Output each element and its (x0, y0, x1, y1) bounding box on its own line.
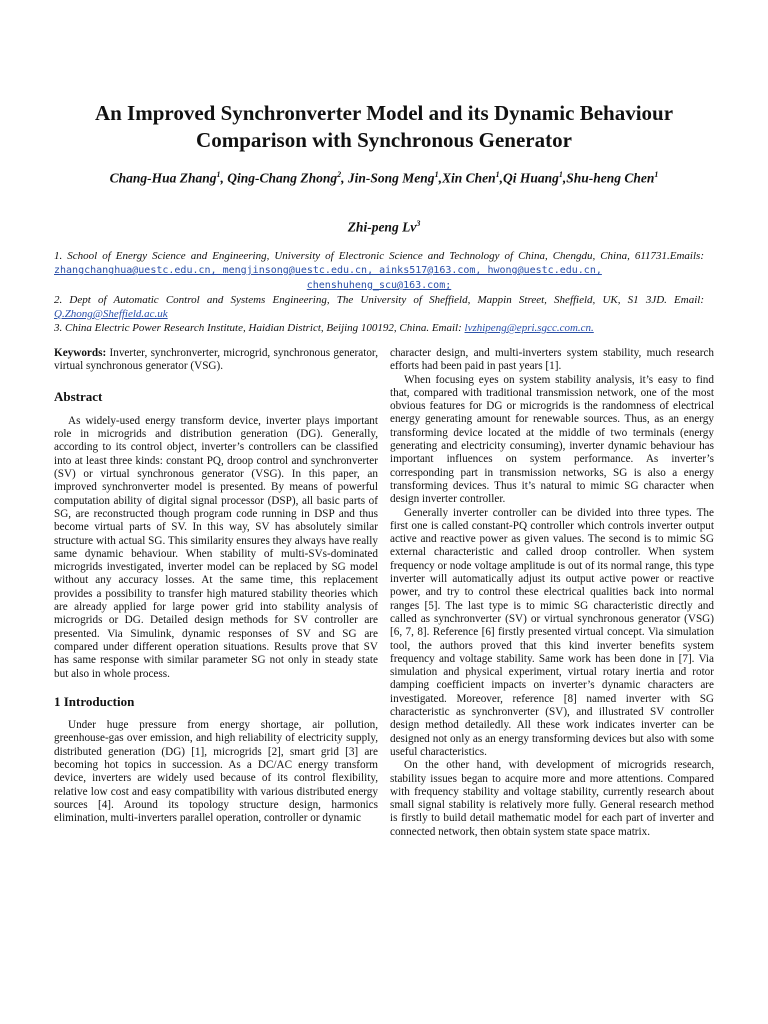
affiliation-2 (54, 293, 704, 321)
affiliation-2-text: 2. Dept of Automatic Control and Systems Engineering, The University of Sheffield, Mappin Street, Sheffield, UK, S1 3JD. Email: (54, 294, 704, 306)
paper-title (40, 100, 728, 154)
keywords-text: Inverter, synchronverter, microgrid, synchronous generator, virtual synchronous generator (VSG). (54, 347, 378, 373)
affiliation-2-email[interactable]: Q.Zhong@Sheffield.ac.uk (54, 308, 168, 320)
author-list: Chang-Hua Zhang$^1$, Qing-Chang Zhong$^2$, Jin-Song Meng$^1$,Xin Chen$^1$,Qi Huang$^1$,Shu-heng Chen$^1$ (109, 170, 659, 186)
right-column (390, 347, 714, 839)
body-paragraph: character design, and multi-inverters system stability, much research efforts had been paid in past years [1]. (390, 347, 714, 373)
author-name: Chang-Hua Zhang (109, 170, 217, 186)
affiliation-1-text: 1. School of Energy Science and Engineering, University of Electronic Science and Technology of China, Chengdu, China, 611731.Emails: (54, 250, 704, 262)
body-paragraph: When focusing eyes on system stability analysis, it’s easy to find that, compared with traditional transmission network, one of the most obvious features for DG or microgrids is the randomness of electrical energy generating amount for renewable sources. Thus, as an energy transforming device located at the middle of two terminals (energy generating and electricity consuming), inverter dynamic behaviour has important influences on system performance. As inverter’s corresponding part in transmission networks, SG is also a energy transforming devices. Thus it’s natural to mimic SG character when design inverter controller. (390, 373, 714, 506)
author-name: Qing-Chang Zhong (227, 170, 338, 186)
body-paragraph: On the other hand, with development of microgrids research, stability issues began to acquire more and more attentions. Compared with frequency stability and voltage stability, currently research about small signal stability is relatively more fully. General research method is firstly to build detail mathematic model for each part of inverter and connected network, then obtain system state space matrix. (390, 759, 714, 838)
keywords-label: Keywords: (54, 347, 107, 359)
author-last (20, 219, 748, 236)
author-name: Qi Huang (502, 170, 559, 186)
author-name: Zhi-peng Lv (347, 219, 417, 235)
affiliation-1-emails-2[interactable]: chenshuheng_scu@163.com; (306, 280, 452, 291)
title-line-2: Comparison with Synchronous Generator (196, 128, 572, 152)
keywords (54, 347, 378, 374)
affiliation-3-text: 3. China Electric Power Research Institute, Haidian District, Beijing 100192, China. Email: (54, 322, 465, 334)
affiliation-1 (54, 249, 704, 293)
affiliation-1-emails[interactable]: zhangchanghua@uestc.edu.cn, mengjinsong@uestc.edu.cn, ainks517@163.com, hwong@uestc.edu.cn, (54, 265, 602, 276)
intro-text: Under huge pressure from energy shortage, air pollution, greenhouse-gas over emission, and high reliability of electricity supply, distributed generation (DG) [1], microgrids [2], smart grid [3] are becoming hot topics in succession. As a DC/AC energy transform device, inverters are widely used because of its control flexibility, relative low cost and easy compatibility with various distributed energy sources [4]. Around its topology structure design, harmonics elimination, multi-inverters parallel operation, controller or dynamic (54, 719, 378, 825)
author-sup: 1 (654, 170, 659, 179)
author-sup: 1 (558, 170, 563, 179)
author-name: Jin-Song Meng (347, 170, 435, 186)
abstract-heading: Abstract (54, 388, 103, 404)
left-column (54, 347, 378, 826)
affiliation-3-email[interactable]: lvzhipeng@epri.sgcc.com.cn. (464, 322, 594, 334)
abstract-text: As widely-used energy transform device, inverter plays important role in microgrids and distribution generation (DG). Generally, according to its control object, inverter’s controllers can be classified into at least three kinds: constant PQ, droop control and synchronverter (SV) or virtual synchronous generator (VSG). In this paper, an improved synchronverter model is presented. By means of powerful computation ability of digital signal processor (DSP), all basic parts of SG, are reconstructed though program code running in DSP and thus become virtual parts of SV. In this way, SV has absolutely similar structure with actual SG. This similarity ensures they always have really same dynamic behaviour. When stability of multi-SVs-dominated microgrids investigated, inverter model can be replaced by SG model without any accuracy losses. At the same time, this replacement provides a possibility to transfer high matured stability theories which are already applied for large power grid into stability analysis of microgrids or DG. Detailed design methods for SV controller are presented. Via Simulink, dynamic responses of SV and SG are compared under different operation situations. Results prove that SV has same response with similar parameter SG not only in steady state but also in whole process. (54, 414, 378, 680)
title-line-1: An Improved Synchronverter Model and its Dynamic Behaviour (94, 101, 674, 125)
author-sup: 2 (337, 170, 342, 179)
author-name: Xin Chen (441, 170, 496, 186)
affiliation-3 (54, 321, 704, 335)
author-sup: 1 (434, 170, 439, 179)
author-sup: 1 (495, 170, 500, 179)
intro-heading: 1 Introduction (54, 693, 135, 709)
author-name: Shu-heng Chen (566, 170, 655, 186)
author-sup: 1 (216, 170, 221, 179)
author-sup: 3 (416, 219, 421, 228)
body-paragraph: Generally inverter controller can be divided into three types. The first one is called constant-PQ controller which controls inverter output active and reactive power as given values. The second is to mimic SG external characteristic and called droop controller. When system frequency or node voltage amplitude is out of its normal range, this type inverter will automatically adjust its output active power or reactive power, and try to control these electrical qualities back into normal ranges [5]. The last type is to mimic SG characteristic directly and called as synchronverter (SV) or virtual synchronous generator (VSG) [6, 7, 8]. Reference [6] firstly presented virtual concept. Via simulation tool, the authors proved that this kind inverter benefits system frequency and voltage stability. Same work has been done in [7]. Via simulation and physical experiment, virtual rotary inertia and rotor damping coefficient impacts on inverter’s dynamic characters are investigated. Moreover, reference [8] named inverter with SG characteristic as synchronverter (SV), and illustrated SV controller design method detailedly. All these work indicates inverter can be designed not only as an energy transforming devices but also with some useful characteristics. (390, 506, 714, 758)
